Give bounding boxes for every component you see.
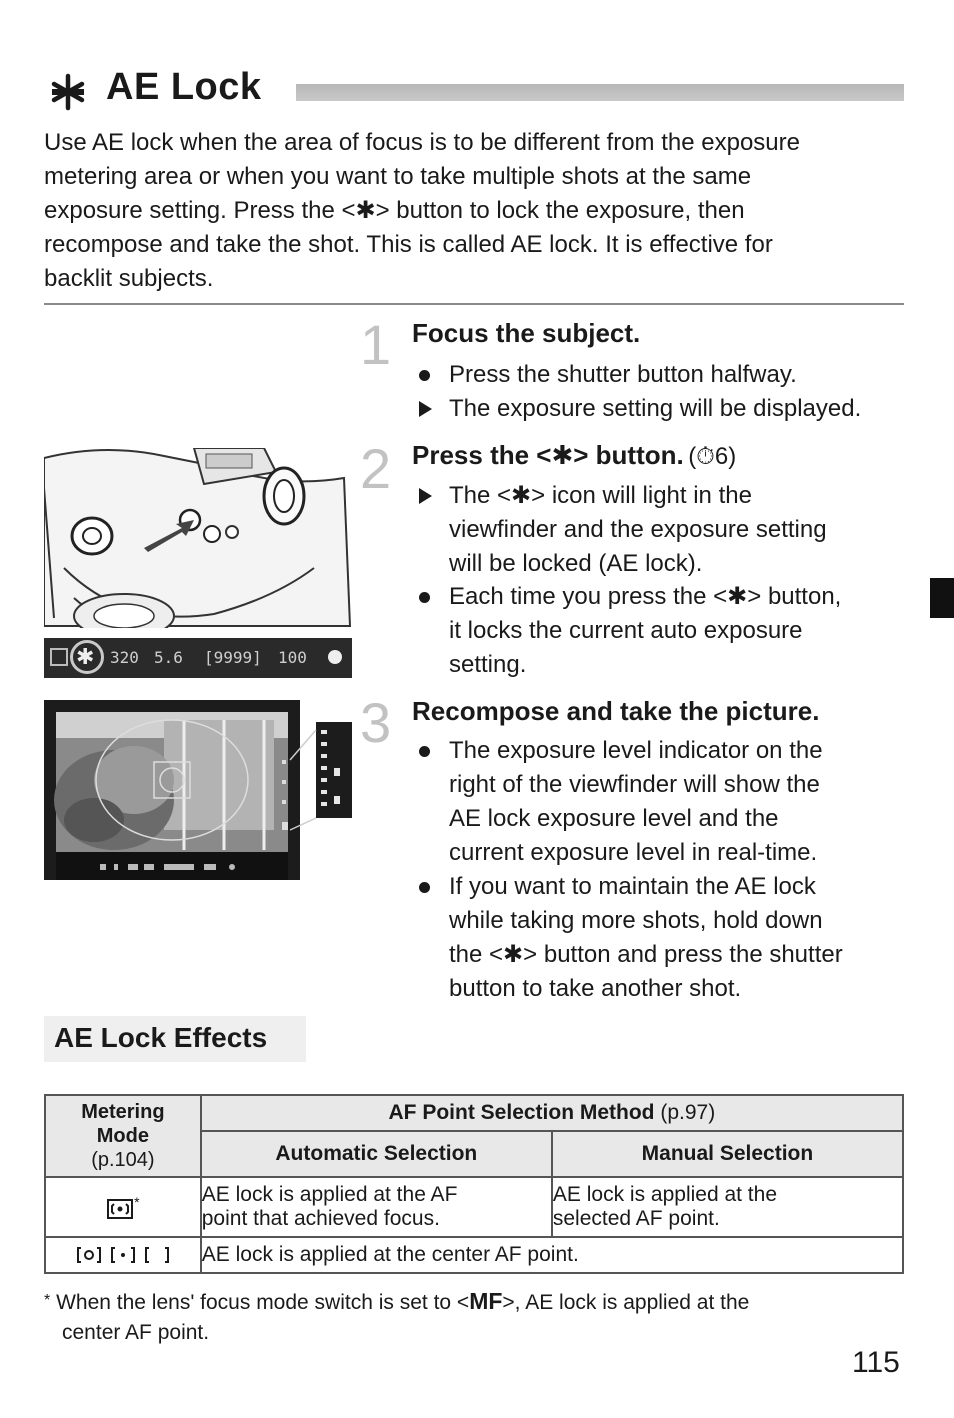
shots-remaining-readout: [9999] [204,648,262,667]
section-title: AE Lock Effects [54,1022,268,1053]
camera-top-illustration [44,448,352,628]
step-title-row [412,440,736,471]
page-header [44,62,904,112]
automatic-selection-cell [201,1177,552,1237]
cell-line: AE lock is applied at the [552,1183,778,1206]
item-text: while taking more shots, hold down [449,907,823,934]
section-divider [44,303,904,305]
item-text: it locks the current auto exposure [449,617,803,644]
item-text: Each time you press the <✱> button, [449,583,842,610]
aperture-readout: 5.6 [154,648,183,667]
bullet-icon [419,370,430,381]
item-text: viewfinder and the exposure setting [449,516,827,543]
timer-reference: (⏱6) [688,443,737,470]
item-text: current exposure level in real-time. [449,839,818,866]
page-number: 115 [852,1346,900,1379]
ae-lock-star-icon: ✱ [76,644,95,669]
intro-line: metering area or when you want to take multiple shots at the same [44,163,752,190]
ae-lock-asterisk-icon [48,72,88,112]
intro-line: Use AE lock when the area of focus is to be different from the exposure [44,129,800,156]
iso-readout: 100 [278,648,307,667]
metering-mode-cell [45,1177,201,1237]
page-title: AE Lock [106,66,262,108]
af-method-page-ref: (p.97) [660,1101,716,1124]
item-text: Press the shutter button halfway. [449,361,797,388]
intro-paragraph [44,126,906,296]
header-line: Metering [81,1101,165,1123]
viewfinder-photo-illustration [44,700,356,882]
step-title: Focus the subject. [412,318,641,348]
item-text: The <✱> icon will light in the [449,482,752,509]
item-text: AE lock exposure level and the [449,805,779,832]
metering-mode-cell [45,1237,201,1273]
shutter-speed-readout: 320 [110,648,139,667]
item-text: If you want to maintain the AE lock [449,873,816,900]
automatic-selection-header: Automatic Selection [201,1131,552,1177]
result-arrow-icon [419,401,432,417]
list-item [416,870,906,1006]
af-method-title: AF Point Selection Method [388,1101,655,1124]
step-number: 1 [360,313,392,376]
cell-line: AE lock is applied at the AF [201,1183,458,1206]
bullet-icon [419,882,430,893]
af-method-header [201,1095,903,1131]
header-page-ref: (p.104) [91,1149,155,1171]
center-weighted-metering-icon [143,1245,171,1265]
focus-confirm-icon [328,650,342,664]
intro-line: recompose and take the shot. This is called AE lock. It is effective for [44,231,773,258]
header-line: Mode [96,1125,149,1147]
item-text: The exposure level indicator on the [449,737,823,764]
footnote-text: center AF point. [62,1321,210,1344]
result-arrow-icon [419,488,432,504]
cell-line: point that achieved focus. [201,1207,440,1230]
title-decoration-bar [296,84,904,101]
metering-mode-header [45,1095,201,1177]
cell-line: selected AF point. [552,1207,720,1230]
footnote [44,1286,904,1348]
item-text: the <✱> button and press the shutter [449,941,843,968]
table-row [45,1237,903,1273]
center-af-cell: AE lock is applied at the center AF point. [201,1237,903,1273]
partial-metering-icon [75,1245,103,1265]
item-text: setting. [449,651,527,678]
list-item [416,580,906,682]
metering-icon [50,648,68,666]
intro-line: backlit subjects. [44,265,214,292]
ae-lock-effects-table [44,1094,904,1274]
item-text: The exposure setting will be displayed. [449,395,862,422]
footnote-text: When the lens' focus mode switch is set to < [56,1291,470,1314]
manual-selection-header: Manual Selection [552,1131,903,1177]
list-item [416,734,906,870]
viewfinder-info-strip [44,638,352,678]
footnote-asterisk: * [134,1193,140,1210]
spot-metering-icon [109,1245,137,1265]
footnote-asterisk: * [44,1292,51,1309]
footnote-text: >, AE lock is applied at the [502,1291,750,1314]
step-title: Recompose and take the picture. [412,696,820,726]
intro-line: exposure setting. Press the <✱> button to lock the exposure, then [44,197,745,224]
step-number: 3 [360,691,392,754]
chapter-tab-marker [930,578,954,618]
list-item [416,392,906,426]
item-text: right of the viewfinder will show the [449,771,820,798]
list-item [416,479,906,581]
step-title: Press the <✱> button. [412,440,684,470]
evaluative-metering-icon [106,1198,134,1220]
manual-selection-cell [552,1177,903,1237]
section-heading [44,1016,306,1062]
item-text: will be locked (AE lock). [449,550,703,577]
step-number: 2 [360,437,392,500]
list-item [416,358,906,392]
item-text: button to take another shot. [449,975,742,1002]
bullet-icon [419,746,430,757]
mf-label: MF [469,1288,503,1314]
table-row [45,1177,903,1237]
bullet-icon [419,592,430,603]
